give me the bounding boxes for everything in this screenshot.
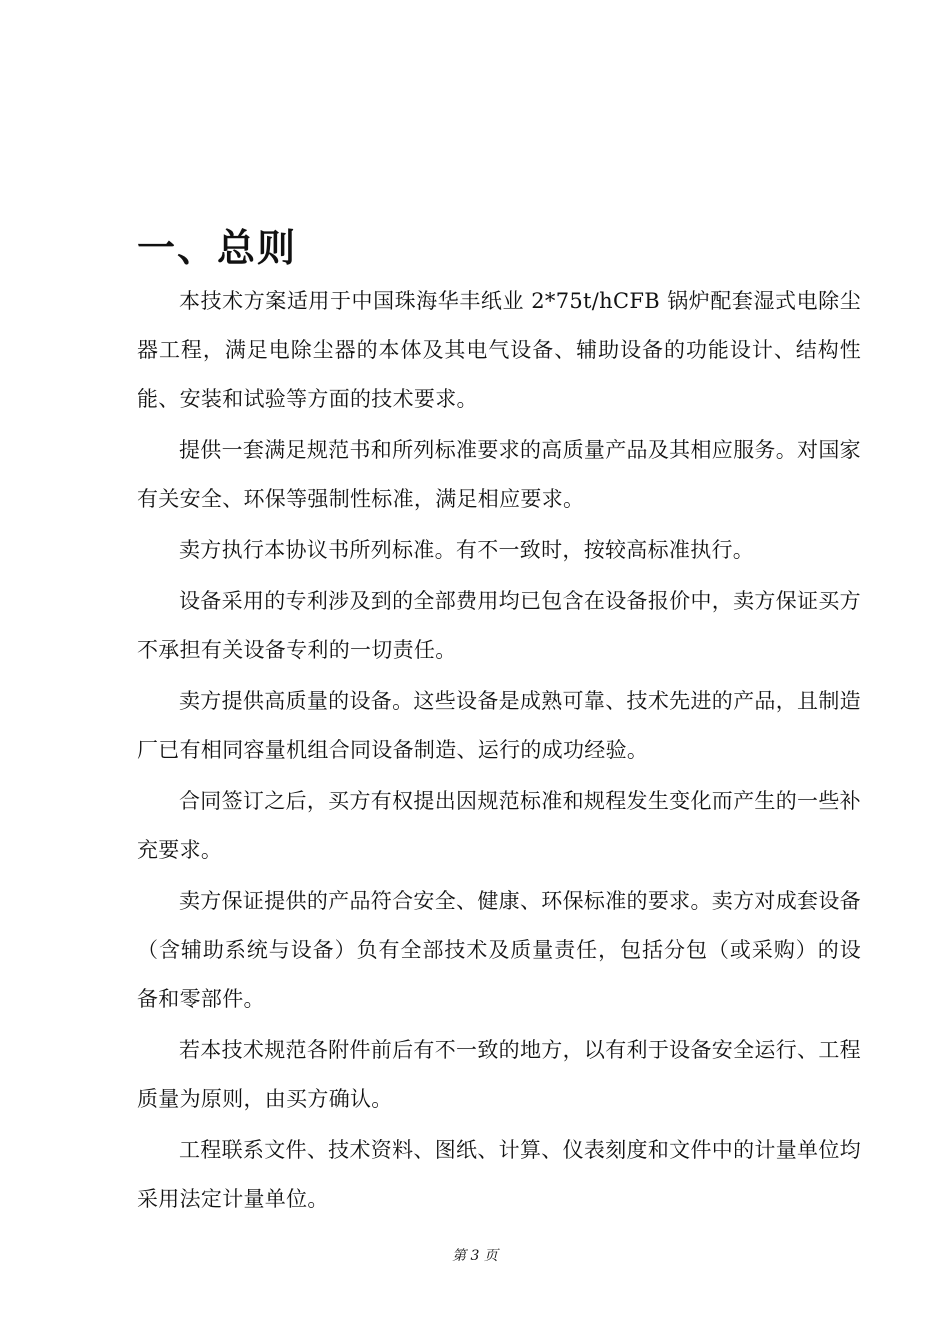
- section-body: [137, 277, 861, 1226]
- paragraph: 提供一套满足规范书和所列标准要求的高质量产品及其相应服务。对国家有关安全、环保等强制性标准，满足相应要求。: [137, 438, 861, 511]
- paragraph: 合同签订之后，买方有权提出因规范标准和规程发生变化而产生的一些补充要求。: [137, 789, 861, 862]
- paragraph: 若本技术规范各附件前后有不一致的地方，以有利于设备安全运行、工程质量为原则，由买方确认。: [137, 1038, 861, 1111]
- paragraph: 卖方执行本协议书所列标准。有不一致时，按较高标准执行。: [179, 538, 755, 562]
- section-title: 一、总则: [137, 226, 298, 270]
- paragraph: 卖方保证提供的产品符合安全、健康、环保标准的要求。卖方对成套设备（含辅助系统与设备）负有全部技术及质量责任，包括分包（或采购）的设备和零部件。: [137, 889, 861, 1011]
- paragraph: 工程联系文件、技术资料、图纸、计算、仪表刻度和文件中的计量单位均采用法定计量单位。: [137, 1138, 861, 1211]
- paragraph: 设备采用的专利涉及到的全部费用均已包含在设备报价中，卖方保证买方不承担有关设备专利的一切责任。: [137, 589, 861, 662]
- page-number: 第 3 页: [452, 1248, 498, 1264]
- paragraph: 本技术方案适用于中国珠海华丰纸业 2*75t/hCFB 锅炉配套湿式电除尘器工程，满足电除尘器的本体及其电气设备、辅助设备的功能设计、结构性能、安装和试验等方面的技术要求。: [137, 289, 861, 411]
- paragraph: 卖方提供高质量的设备。这些设备是成熟可靠、技术先进的产品，且制造厂已有相同容量机组合同设备制造、运行的成功经验。: [137, 689, 861, 762]
